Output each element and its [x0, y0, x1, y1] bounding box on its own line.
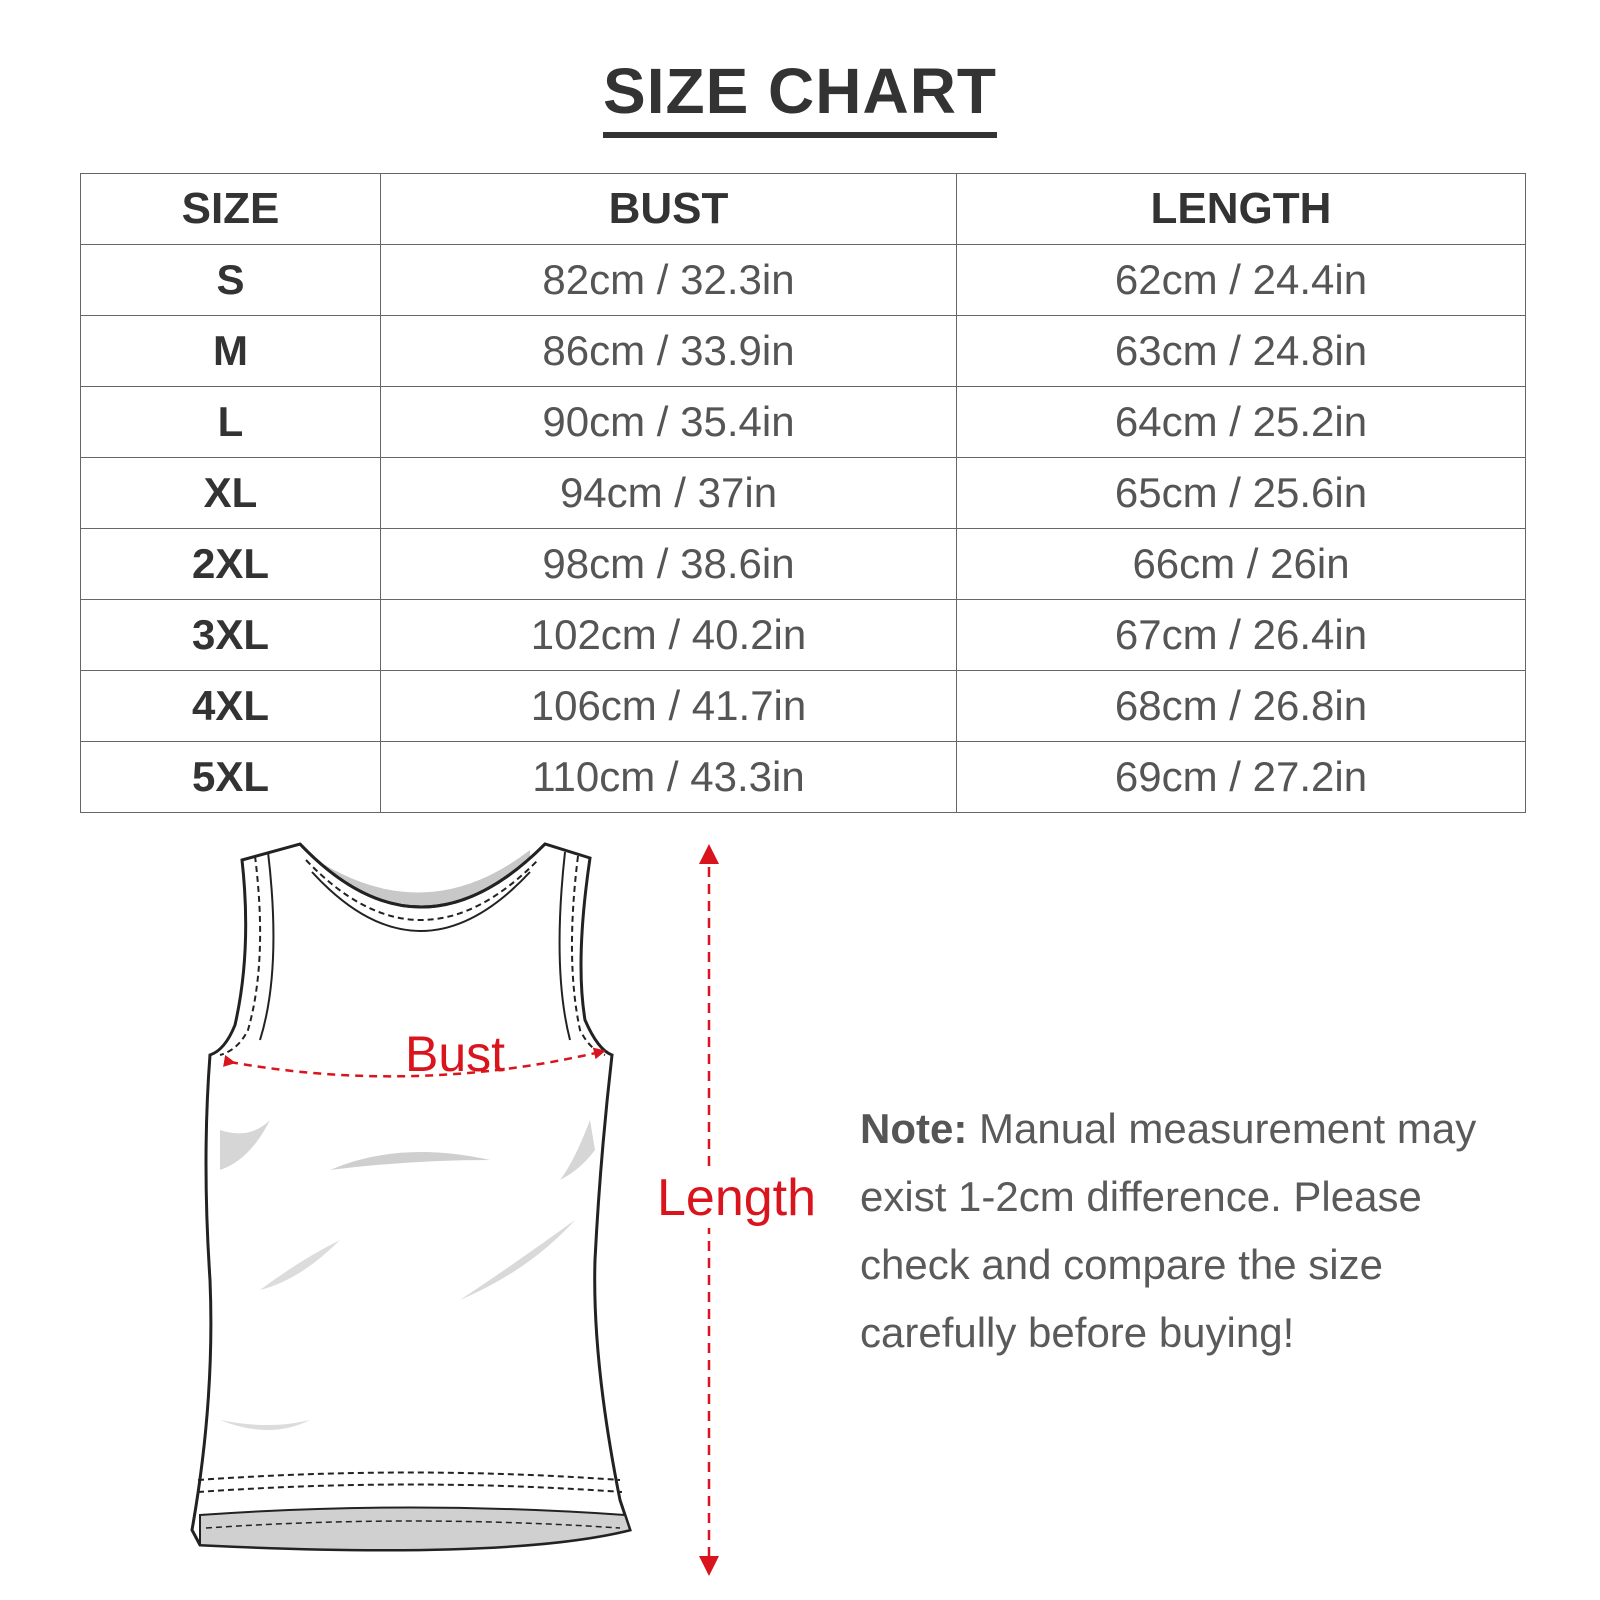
length-cell: 62cm / 24.4in: [957, 245, 1526, 316]
note-text: [860, 1095, 1500, 1367]
note-body: Manual measurement may exist 1-2cm difference. Please check and compare the size carefully before buying!: [860, 1105, 1477, 1356]
size-cell: 5XL: [81, 742, 381, 813]
hem-back: [200, 1508, 630, 1551]
length-cell: 69cm / 27.2in: [957, 742, 1526, 813]
table-row: [81, 742, 1526, 813]
table-row: [81, 245, 1526, 316]
bust-cell: 82cm / 32.3in: [381, 245, 957, 316]
size-table: [80, 173, 1526, 813]
length-arrow-bottom: [699, 1556, 719, 1576]
table-row: [81, 316, 1526, 387]
table-row: [81, 529, 1526, 600]
bust-cell: 90cm / 35.4in: [381, 387, 957, 458]
bust-cell: 98cm / 38.6in: [381, 529, 957, 600]
length-arrow-top: [699, 844, 719, 864]
table-row: [81, 458, 1526, 529]
header-length: LENGTH: [957, 174, 1526, 245]
table-row: [81, 671, 1526, 742]
size-cell: L: [81, 387, 381, 458]
note-label: Note:: [860, 1105, 968, 1152]
length-cell: 66cm / 26in: [957, 529, 1526, 600]
header-size: SIZE: [81, 174, 381, 245]
table-header-row: [81, 174, 1526, 245]
bust-cell: 102cm / 40.2in: [381, 600, 957, 671]
bust-cell: 106cm / 41.7in: [381, 671, 957, 742]
size-cell: 2XL: [81, 529, 381, 600]
table-row: [81, 387, 1526, 458]
length-cell: 63cm / 24.8in: [957, 316, 1526, 387]
bust-cell: 94cm / 37in: [381, 458, 957, 529]
size-cell: 3XL: [81, 600, 381, 671]
size-cell: 4XL: [81, 671, 381, 742]
bust-label: Bust: [405, 1026, 506, 1082]
page-title: SIZE CHART: [603, 52, 997, 138]
size-cell: S: [81, 245, 381, 316]
table-row: [81, 600, 1526, 671]
header-bust: BUST: [381, 174, 957, 245]
length-cell: 65cm / 25.6in: [957, 458, 1526, 529]
length-cell: 68cm / 26.8in: [957, 671, 1526, 742]
garment-body: [192, 844, 630, 1550]
length-cell: 64cm / 25.2in: [957, 387, 1526, 458]
size-cell: M: [81, 316, 381, 387]
length-label: Length: [657, 1169, 817, 1227]
bust-cell: 86cm / 33.9in: [381, 316, 957, 387]
bust-cell: 110cm / 43.3in: [381, 742, 957, 813]
length-cell: 67cm / 26.4in: [957, 600, 1526, 671]
size-chart-title: [0, 52, 1600, 138]
size-cell: XL: [81, 458, 381, 529]
